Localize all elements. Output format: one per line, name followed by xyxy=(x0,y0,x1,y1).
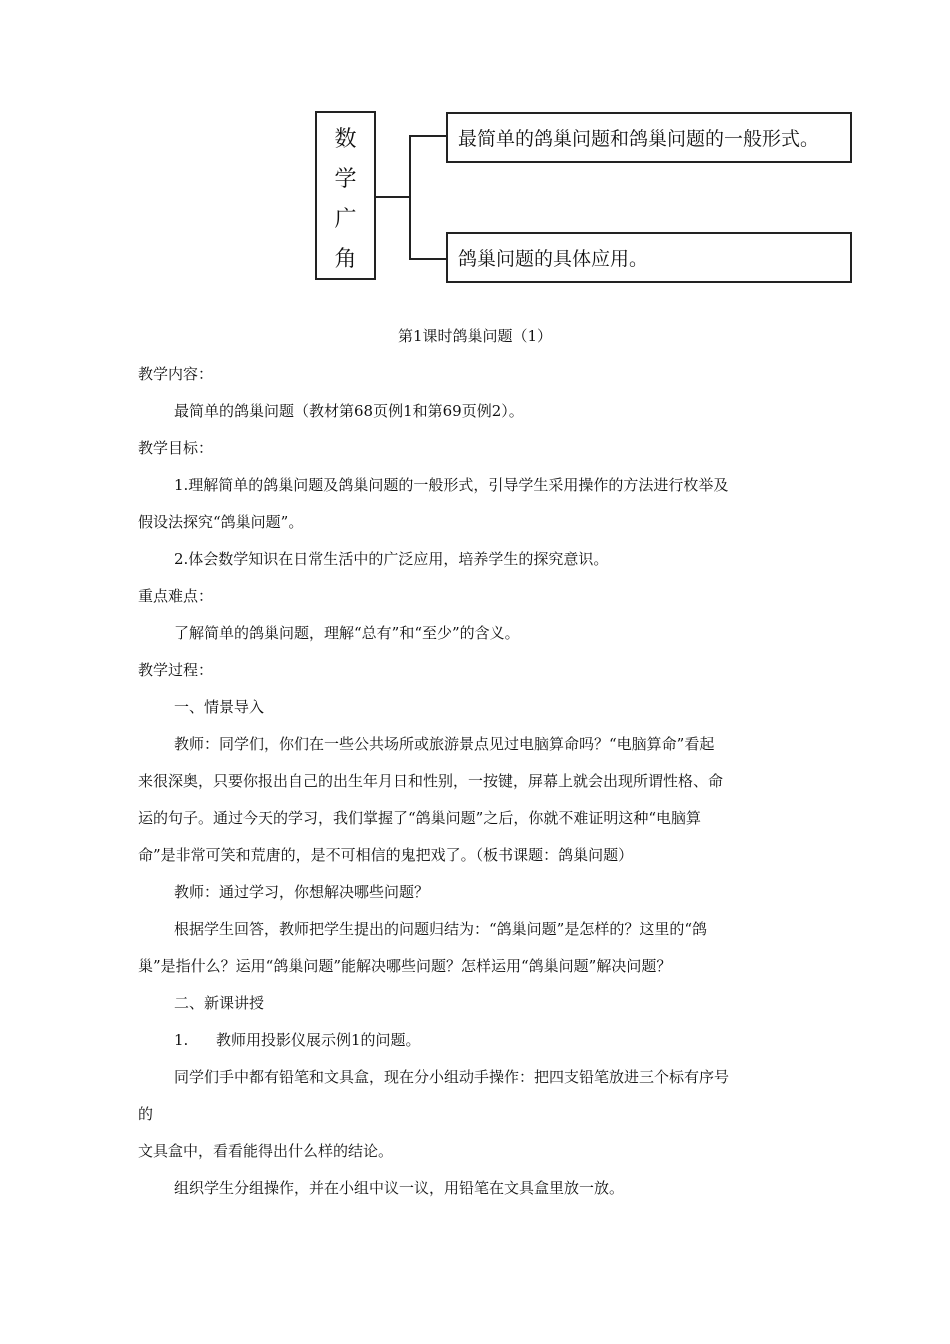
paragraph: 来很深奥，只要你报出自己的出生年月日和性别，一按键，屏幕上就会出现所谓性格、命 xyxy=(138,772,724,790)
topic-char-2: 学 xyxy=(334,167,357,192)
connector-vertical xyxy=(409,135,411,260)
lesson-title: 第1课时鸽巢问题（1） xyxy=(397,327,553,345)
heading-process: 教学过程： xyxy=(138,661,214,679)
paragraph: 假设法探究“鸽巢问题”。 xyxy=(138,513,304,531)
heading-content: 教学内容： xyxy=(138,365,214,383)
vertical-topic-box xyxy=(315,111,376,280)
paragraph: 运的句子。通过今天的学习，我们掌握了“鸽巢问题”之后，你就不难证明这种“电脑算 xyxy=(138,809,702,827)
paragraph: 1.理解简单的鸽巢问题及鸽巢问题的一般形式，引导学生采用操作的方法进行枚举及 xyxy=(174,476,729,494)
connector-bottom xyxy=(409,258,446,260)
topic-char-3: 广 xyxy=(334,207,357,232)
connector-top xyxy=(409,135,446,137)
paragraph: 文具盒中，看看能得出什么样的结论。 xyxy=(138,1142,394,1160)
paragraph: 的 xyxy=(138,1105,154,1123)
paragraph: 根据学生回答，教师把学生提出的问题归结为：“鸽巢问题”是怎样的？这里的“鸽 xyxy=(174,920,708,938)
list-number: 1. xyxy=(174,1031,189,1049)
paragraph: 同学们手中都有铅笔和文具盒，现在分小组动手操作：把四支铅笔放进三个标有序号 xyxy=(174,1068,730,1086)
paragraph: 教师：同学们，你们在一些公共场所或旅游景点见过电脑算命吗？“电脑算命”看起 xyxy=(174,735,715,753)
paragraph: 命”是非常可笑和荒唐的，是不可相信的鬼把戏了。（板书课题：鸽巢问题） xyxy=(138,846,634,864)
heading-objectives: 教学目标： xyxy=(138,439,214,457)
topic-char-4: 角 xyxy=(334,247,357,272)
concept-diagram xyxy=(0,0,950,300)
paragraph: 了解简单的鸽巢问题，理解“总有”和“至少”的含义。 xyxy=(174,624,520,642)
paragraph: 教师：通过学习，你想解决哪些问题？ xyxy=(174,883,430,901)
branch-box-application: 鸽巢问题的具体应用。 xyxy=(446,232,852,283)
paragraph: 2.体会数学知识在日常生活中的广泛应用，培养学生的探究意识。 xyxy=(174,550,609,568)
branch-box-general-form: 最简单的鸽巢问题和鸽巢问题的一般形式。 xyxy=(446,112,852,163)
section-heading: 二、新课讲授 xyxy=(174,994,265,1012)
topic-char-1: 数 xyxy=(334,127,357,152)
section-heading: 一、情景导入 xyxy=(174,698,265,716)
connector-stem xyxy=(376,196,410,198)
paragraph: 组织学生分组操作，并在小组中议一议，用铅笔在文具盒里放一放。 xyxy=(174,1179,625,1197)
list-item-text: 教师用投影仪展示例1的问题。 xyxy=(216,1031,421,1049)
paragraph: 巢”是指什么？运用“鸽巢问题”能解决哪些问题？怎样运用“鸽巢问题”解决问题？ xyxy=(138,957,672,975)
paragraph: 最简单的鸽巢问题（教材第68页例1和第69页例2）。 xyxy=(174,402,524,420)
heading-key-points: 重点难点： xyxy=(138,587,214,605)
